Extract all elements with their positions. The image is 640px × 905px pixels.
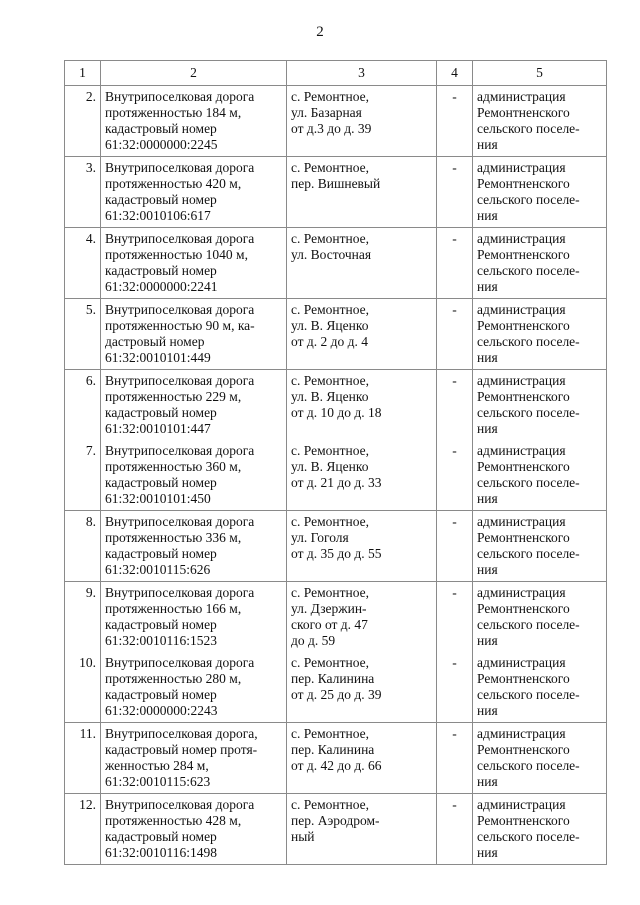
road-description: Внутрипоселковая дорога протяженностью 336 м, кадастровый номер 61:32:0010115:626	[101, 511, 287, 582]
table-row	[65, 440, 607, 511]
road-location: с. Ремонтное, ул. Гоголя от д. 35 до д. 55	[287, 511, 437, 582]
road-owner: администрация Ремонтненского сельского поселе- ния	[473, 440, 607, 511]
row-number: 4.	[65, 228, 101, 299]
table-row	[65, 723, 607, 794]
header-col-3: 3	[287, 61, 437, 86]
col4-value: -	[437, 794, 473, 865]
road-description: Внутрипоселковая дорога протяженностью 184 м, кадастровый номер 61:32:0000000:2245	[101, 86, 287, 157]
col4-value: -	[437, 370, 473, 441]
road-description: Внутрипоселковая дорога протяженностью 166 м, кадастровый номер 61:32:0010116:1523	[101, 582, 287, 653]
road-description: Внутрипоселковая дорога протяженностью 428 м, кадастровый номер 61:32:0010116:1498	[101, 794, 287, 865]
road-owner: администрация Ремонтненского сельского поселе- ния	[473, 370, 607, 441]
road-owner: администрация Ремонтненского сельского поселе- ния	[473, 511, 607, 582]
road-location: с. Ремонтное, ул. В. Яценко от д. 2 до д. 4	[287, 299, 437, 370]
road-location: с. Ремонтное, пер. Калинина от д. 25 до д. 39	[287, 652, 437, 723]
row-number: 10.	[65, 652, 101, 723]
col4-value: -	[437, 652, 473, 723]
header-col-5: 5	[473, 61, 607, 86]
road-owner: администрация Ремонтненского сельского поселе- ния	[473, 299, 607, 370]
road-owner: администрация Ремонтненского сельского поселе- ния	[473, 794, 607, 865]
road-description: Внутрипоселковая дорога протяженностью 229 м, кадастровый номер 61:32:0010101:447	[101, 370, 287, 441]
row-number: 8.	[65, 511, 101, 582]
table-row	[65, 582, 607, 653]
road-location: с. Ремонтное, ул. В. Яценко от д. 10 до д. 18	[287, 370, 437, 441]
table-row	[65, 299, 607, 370]
roads-register-table	[64, 60, 607, 865]
table-row	[65, 370, 607, 441]
road-description: Внутрипоселковая дорога, кадастровый номер протя- женностью 284 м, 61:32:0010115:623	[101, 723, 287, 794]
road-description: Внутрипоселковая дорога протяженностью 1040 м, кадастровый номер 61:32:0000000:2241	[101, 228, 287, 299]
road-location: с. Ремонтное, пер. Аэродром- ный	[287, 794, 437, 865]
row-number: 2.	[65, 86, 101, 157]
table-header-row	[65, 61, 607, 86]
col4-value: -	[437, 86, 473, 157]
road-location: с. Ремонтное, пер. Вишневый	[287, 157, 437, 228]
header-col-1: 1	[65, 61, 101, 86]
road-location: с. Ремонтное, ул. Восточная	[287, 228, 437, 299]
row-number: 11.	[65, 723, 101, 794]
col4-value: -	[437, 299, 473, 370]
road-description: Внутрипоселковая дорога протяженностью 360 м, кадастровый номер 61:32:0010101:450	[101, 440, 287, 511]
road-owner: администрация Ремонтненского сельского поселе- ния	[473, 228, 607, 299]
road-owner: администрация Ремонтненского сельского поселе- ния	[473, 86, 607, 157]
road-owner: администрация Ремонтненского сельского поселе- ния	[473, 582, 607, 653]
table-row	[65, 86, 607, 157]
road-location: с. Ремонтное, ул. Дзержин- ского от д. 47 до д. 59	[287, 582, 437, 653]
row-number: 7.	[65, 440, 101, 511]
row-number: 9.	[65, 582, 101, 653]
col4-value: -	[437, 582, 473, 653]
road-description: Внутрипоселковая дорога протяженностью 420 м, кадастровый номер 61:32:0010106:617	[101, 157, 287, 228]
road-description: Внутрипоселковая дорога протяженностью 90 м, ка- дастровый номер 61:32:0010101:449	[101, 299, 287, 370]
road-location: с. Ремонтное, ул. Базарная от д.3 до д. 39	[287, 86, 437, 157]
col4-value: -	[437, 511, 473, 582]
row-number: 12.	[65, 794, 101, 865]
road-owner: администрация Ремонтненского сельского поселе- ния	[473, 157, 607, 228]
row-number: 3.	[65, 157, 101, 228]
row-number: 5.	[65, 299, 101, 370]
header-col-2: 2	[101, 61, 287, 86]
road-owner: администрация Ремонтненского сельского поселе- ния	[473, 723, 607, 794]
road-location: с. Ремонтное, ул. В. Яценко от д. 21 до д. 33	[287, 440, 437, 511]
col4-value: -	[437, 157, 473, 228]
table-row	[65, 794, 607, 865]
table-row	[65, 157, 607, 228]
row-number: 6.	[65, 370, 101, 441]
col4-value: -	[437, 440, 473, 511]
table-row	[65, 511, 607, 582]
table-row	[65, 652, 607, 723]
road-location: с. Ремонтное, пер. Калинина от д. 42 до д. 66	[287, 723, 437, 794]
col4-value: -	[437, 228, 473, 299]
page-number: 2	[316, 24, 324, 40]
road-owner: администрация Ремонтненского сельского поселе- ния	[473, 652, 607, 723]
col4-value: -	[437, 723, 473, 794]
header-col-4: 4	[437, 61, 473, 86]
road-description: Внутрипоселковая дорога протяженностью 280 м, кадастровый номер 61:32:0000000:2243	[101, 652, 287, 723]
table-row	[65, 228, 607, 299]
